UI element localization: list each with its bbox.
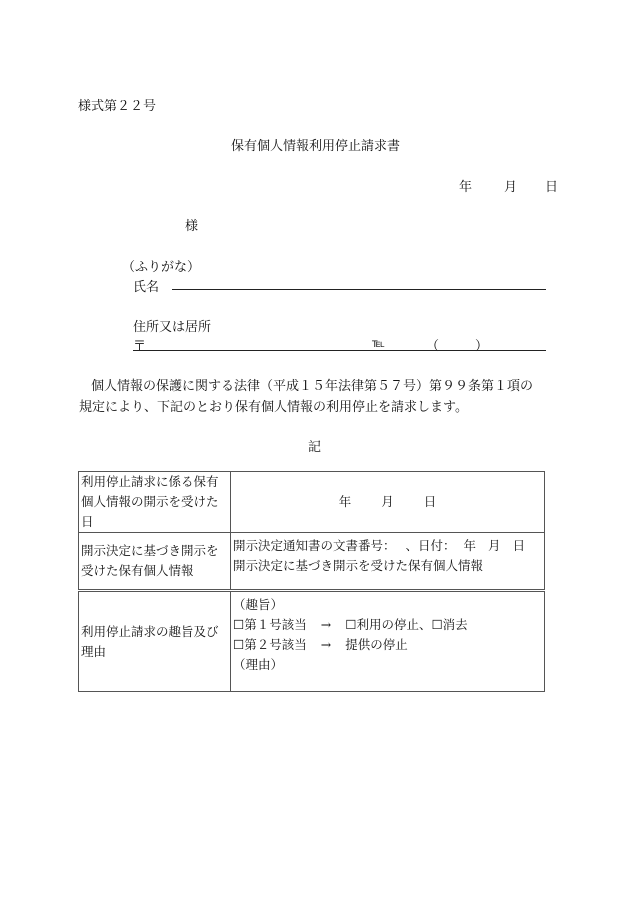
table-row: [79, 591, 545, 692]
ki-heading: 記: [308, 440, 322, 455]
disclosed-info-field[interactable]: [231, 533, 545, 591]
purpose-reason-label: [79, 591, 231, 692]
doc-number-label: 開示決定通知書の文書番号：: [233, 538, 396, 553]
label-line: 開示決定に基づき開示を: [81, 543, 219, 558]
checkbox-erase[interactable]: ☐: [431, 617, 443, 632]
checkbox-item2[interactable]: ☐: [233, 637, 245, 652]
label-line: 理由: [81, 643, 107, 659]
address-input-line[interactable]: [133, 350, 546, 351]
label-line: 個人情報の開示を受けた: [81, 494, 219, 509]
date-month-label: 月: [504, 180, 518, 195]
postal-mark: 〒: [133, 339, 147, 354]
address-label: 住所又は居所: [133, 320, 212, 335]
purpose-reason-field[interactable]: [231, 591, 545, 692]
option2-label: 第２号該当: [244, 637, 307, 652]
day-label: 日: [423, 494, 437, 509]
arrow-icon: →: [320, 637, 332, 652]
form-number: 様式第２２号: [78, 99, 157, 114]
purpose-heading: （趣旨）: [233, 597, 284, 612]
furigana-label: （ふりがな）: [122, 260, 201, 275]
tel-paren-close: ）: [475, 339, 489, 354]
addressee-suffix: 様: [185, 219, 199, 234]
body-text-line2: 規定により、下記のとおり保有個人情報の利用停止を請求します。: [79, 400, 468, 415]
label-line: 利用停止請求に係る保有: [81, 474, 219, 489]
option1b-label: 消去: [442, 617, 468, 632]
tel-paren-open: （: [426, 339, 440, 354]
table-row: [79, 533, 545, 591]
month-label: 月: [488, 538, 501, 553]
reason-heading: （理由）: [233, 657, 284, 672]
tel-label: ℡: [372, 336, 385, 350]
body-text-line1: 個人情報の保護に関する法律（平成１５年法律第５７号）第９９条第１項の: [91, 379, 534, 394]
date-day-label: 日: [545, 180, 559, 195]
label-line: 日: [81, 514, 94, 529]
option2-result: 提供の停止: [345, 637, 408, 652]
year-label: 年: [338, 494, 352, 509]
disclosure-date-field[interactable]: [231, 472, 545, 533]
label-line: 受けた保有個人情報: [81, 563, 194, 578]
disclosure-date-label: [79, 472, 231, 533]
date-label: 、日付：: [405, 538, 456, 553]
table-row: [79, 472, 545, 533]
arrow-icon: →: [320, 617, 332, 632]
checkbox-item1[interactable]: ☐: [233, 617, 245, 632]
month-label: 月: [381, 494, 394, 509]
day-label: 日: [512, 538, 526, 553]
name-input-line[interactable]: [172, 289, 546, 290]
request-table: [78, 471, 545, 692]
year-label: 年: [463, 538, 477, 553]
document-title: 保有個人情報利用停止請求書: [231, 139, 401, 154]
name-label: 氏名: [133, 280, 160, 295]
date-field[interactable]: [459, 176, 558, 195]
option1a-label: 利用の停止、: [356, 617, 432, 632]
label-line: 利用停止請求の趣旨及び: [81, 623, 219, 639]
disclosed-info-text: 開示決定に基づき開示を受けた保有個人情報: [233, 558, 484, 573]
date-year-label: 年: [459, 180, 473, 195]
option1-label: 第１号該当: [244, 617, 307, 632]
disclosed-info-label: [79, 533, 231, 591]
checkbox-use-stop[interactable]: ☐: [345, 617, 357, 632]
